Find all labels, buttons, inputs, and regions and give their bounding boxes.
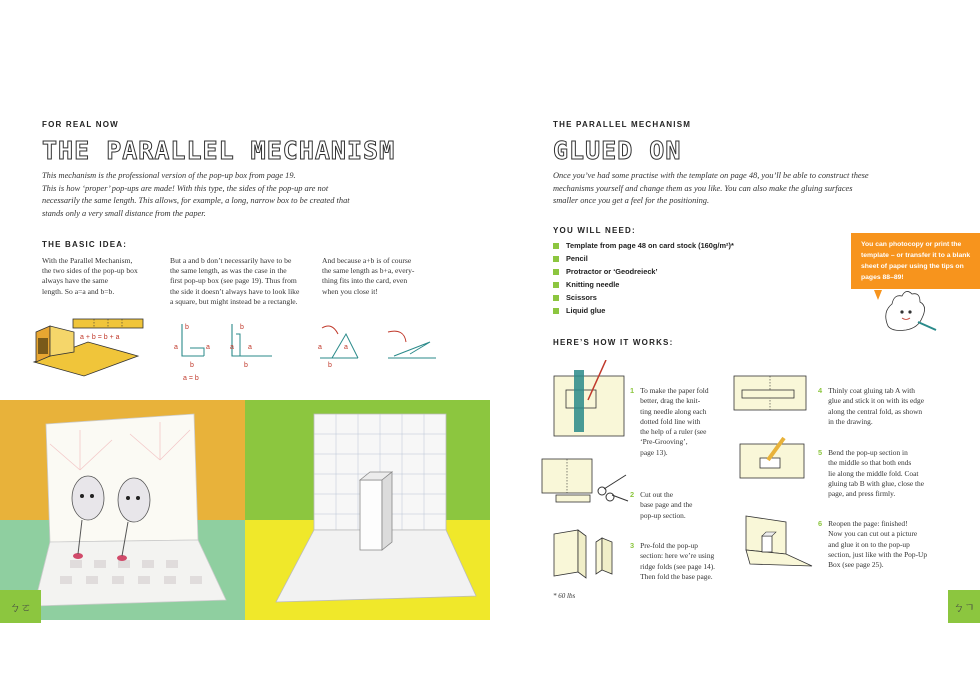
step-5 (818, 448, 958, 499)
column-line: thing fits into the card, even (322, 276, 408, 286)
step-4-drawing (732, 372, 808, 412)
tools-list (553, 239, 793, 317)
step-line: in the drawing. (828, 416, 873, 426)
column-line: With the Parallel Mechanism, (42, 256, 133, 265)
column-line: the same length, as was the case in the (170, 266, 287, 276)
right-kicker: THE PARALLEL MECHANISM (553, 120, 692, 129)
closing-diagram (318, 318, 438, 368)
strip-illustration (72, 318, 144, 330)
step-2 (630, 490, 740, 521)
footnote: * 60 lbs (553, 592, 576, 600)
intro-line: stands only a very small distance from the paper. (42, 208, 206, 218)
step-line: the help of a ruler (see (640, 427, 707, 437)
step-5-drawing (738, 434, 808, 480)
left-title: THE PARALLEL MECHANISM (42, 136, 396, 165)
step-line: section: here we’re using (640, 551, 715, 561)
basic-idea-heading: THE BASIC IDEA: (42, 240, 128, 249)
bullet-icon (553, 295, 559, 301)
tool-item (553, 252, 793, 265)
step-line: page 13). (640, 447, 668, 457)
column-line: length. So a=a and b=b. (42, 286, 115, 296)
right-page-number: ㄅㄱ (948, 590, 980, 623)
column-line: first pop-up box (see page 19). Thus from (170, 276, 297, 286)
column-line: when you close it! (322, 286, 378, 296)
label-a: a (206, 344, 210, 351)
step-1 (630, 386, 740, 458)
tip-line: pages 88–89! (861, 274, 904, 281)
tool-item (553, 291, 793, 304)
column-line: But a and b don’t necessarily have to be (170, 256, 292, 265)
tool-item (553, 278, 793, 291)
step-line: Box (see page 25). (828, 560, 884, 570)
step-1-drawing (552, 360, 626, 438)
column-line: the two sides of the pop-up box (42, 266, 138, 276)
column-line: the same length as b+a, every- (322, 266, 415, 276)
step-number: 6 (818, 519, 823, 528)
step-line: section, just like with the Pop-Up (828, 549, 928, 559)
basic-idea-column-3 (322, 256, 447, 297)
step-number: 3 (630, 541, 635, 550)
step-line: ting needle along each (640, 406, 707, 416)
bullet-icon (553, 243, 559, 249)
intro-line: smaller once you get a feel for the positioning. (553, 196, 710, 205)
tip-box (851, 233, 980, 289)
step-line: To make the paper fold (640, 386, 709, 395)
intro-line: necessarily the same length. This allows, for example, a long, narrow box to be created that (42, 196, 350, 205)
column-line: a square, but might instead be a rectangle. (170, 296, 298, 306)
step-line: page, and press firmly. (828, 489, 896, 499)
label-a: a (230, 344, 234, 351)
basic-idea-column-2 (170, 256, 315, 307)
bullet-icon (553, 308, 559, 314)
step-line: Then fold the base page. (640, 571, 713, 581)
step-6-drawing (740, 514, 814, 570)
label-a-equals-b: a = b (183, 375, 199, 382)
step-line: Reopen the page: finished! (828, 519, 908, 528)
popup-card-photo-characters (30, 410, 230, 610)
left-kicker: FOR REAL NOW (42, 120, 119, 129)
step-line: base page and the (640, 500, 693, 510)
step-4 (818, 386, 958, 427)
glove-character-icon (868, 286, 948, 346)
basic-idea-column-1 (42, 256, 162, 297)
step-line: Thinly coat gluing tab A with (828, 386, 915, 395)
step-6 (818, 519, 958, 570)
intro-line: This mechanism is the professional version of the pop-up box from page 19. (42, 171, 296, 180)
intro-line: Once you’ve had some practise with the template on page 48, you’ll be able to construct these (553, 171, 869, 180)
step-line: ‘Pre-Grooving’, (640, 437, 688, 447)
column-line: always have the same (42, 276, 108, 286)
step-number: 4 (818, 386, 823, 395)
step-number: 2 (630, 490, 635, 499)
label-b: b (240, 324, 244, 331)
need-heading: YOU WILL NEED: (553, 226, 636, 235)
tool-label: Liquid glue (566, 306, 606, 315)
label-a: a (174, 344, 178, 351)
step-line: lie along the middle fold. Coat (828, 468, 919, 478)
right-title: GLUED ON (553, 136, 682, 165)
step-line: better, drag the knit- (640, 396, 701, 406)
step-line: and glue it on to the pop-up (828, 539, 910, 549)
step-number: 1 (630, 386, 635, 395)
step-line: Cut out the (640, 490, 673, 499)
label-a: a (344, 344, 348, 351)
popup-card-photo-grid (270, 410, 480, 610)
step-line: Now you can cut out a picture (828, 529, 918, 539)
step-line: Pre-fold the pop-up (640, 541, 699, 550)
step-3 (630, 541, 740, 582)
step-line: dotted fold line with (640, 416, 701, 426)
label-b: b (190, 362, 194, 369)
tool-label: Scissors (566, 293, 597, 302)
bullet-icon (553, 282, 559, 288)
tip-line: template – or transfer it to a blank (861, 252, 971, 259)
tool-item (553, 239, 793, 252)
step-line: ridge folds (see page 14). (640, 561, 716, 571)
bullet-icon (553, 269, 559, 275)
how-heading: HERE’S HOW IT WORKS: (553, 338, 674, 347)
step-3-drawing (552, 528, 618, 580)
tool-label: Template from page 48 on card stock (160g/m²)* (566, 241, 734, 250)
bullet-icon (553, 256, 559, 262)
step-line: gluing tab B with glue, close the (828, 478, 924, 488)
step-line: glue and stick it on with its edge (828, 396, 924, 406)
tool-item (553, 265, 793, 278)
intro-line: This is how ‘proper’ pop-ups are made! With this type, the sides of the pop-up are not (42, 183, 329, 193)
step-number: 5 (818, 448, 823, 457)
step-line: the middle so that both ends (828, 458, 912, 468)
left-intro (42, 170, 402, 220)
left-page-number: ㄅㄛ (0, 590, 41, 623)
step-line: pop-up section. (640, 510, 686, 520)
column-line: the side it doesn’t always have to look like (170, 286, 300, 296)
tool-label: Protractor or ‘Geodreieck’ (566, 267, 658, 276)
label-b: b (185, 324, 189, 331)
label-b: b (328, 362, 332, 369)
label-a: a (248, 344, 252, 351)
column-line: And because a+b is of course (322, 256, 412, 265)
tool-label: Knitting needle (566, 280, 620, 289)
step-line: Bend the pop-up section in (828, 448, 908, 457)
tip-line: You can photocopy or print the (861, 241, 962, 248)
intro-line: mechanisms yourself and change them as you like. You can also make the gluing surfaces (553, 183, 853, 193)
tool-item (553, 304, 793, 317)
tip-line: sheet of paper using the tips on (861, 263, 964, 270)
label-a: a (318, 344, 322, 351)
strip-equation: a + b = b + a (80, 334, 120, 341)
label-b: b (244, 362, 248, 369)
right-intro (553, 170, 893, 208)
tool-label: Pencil (566, 254, 588, 263)
step-2-drawing (540, 455, 630, 511)
step-line: along the central fold, as shown (828, 406, 923, 416)
